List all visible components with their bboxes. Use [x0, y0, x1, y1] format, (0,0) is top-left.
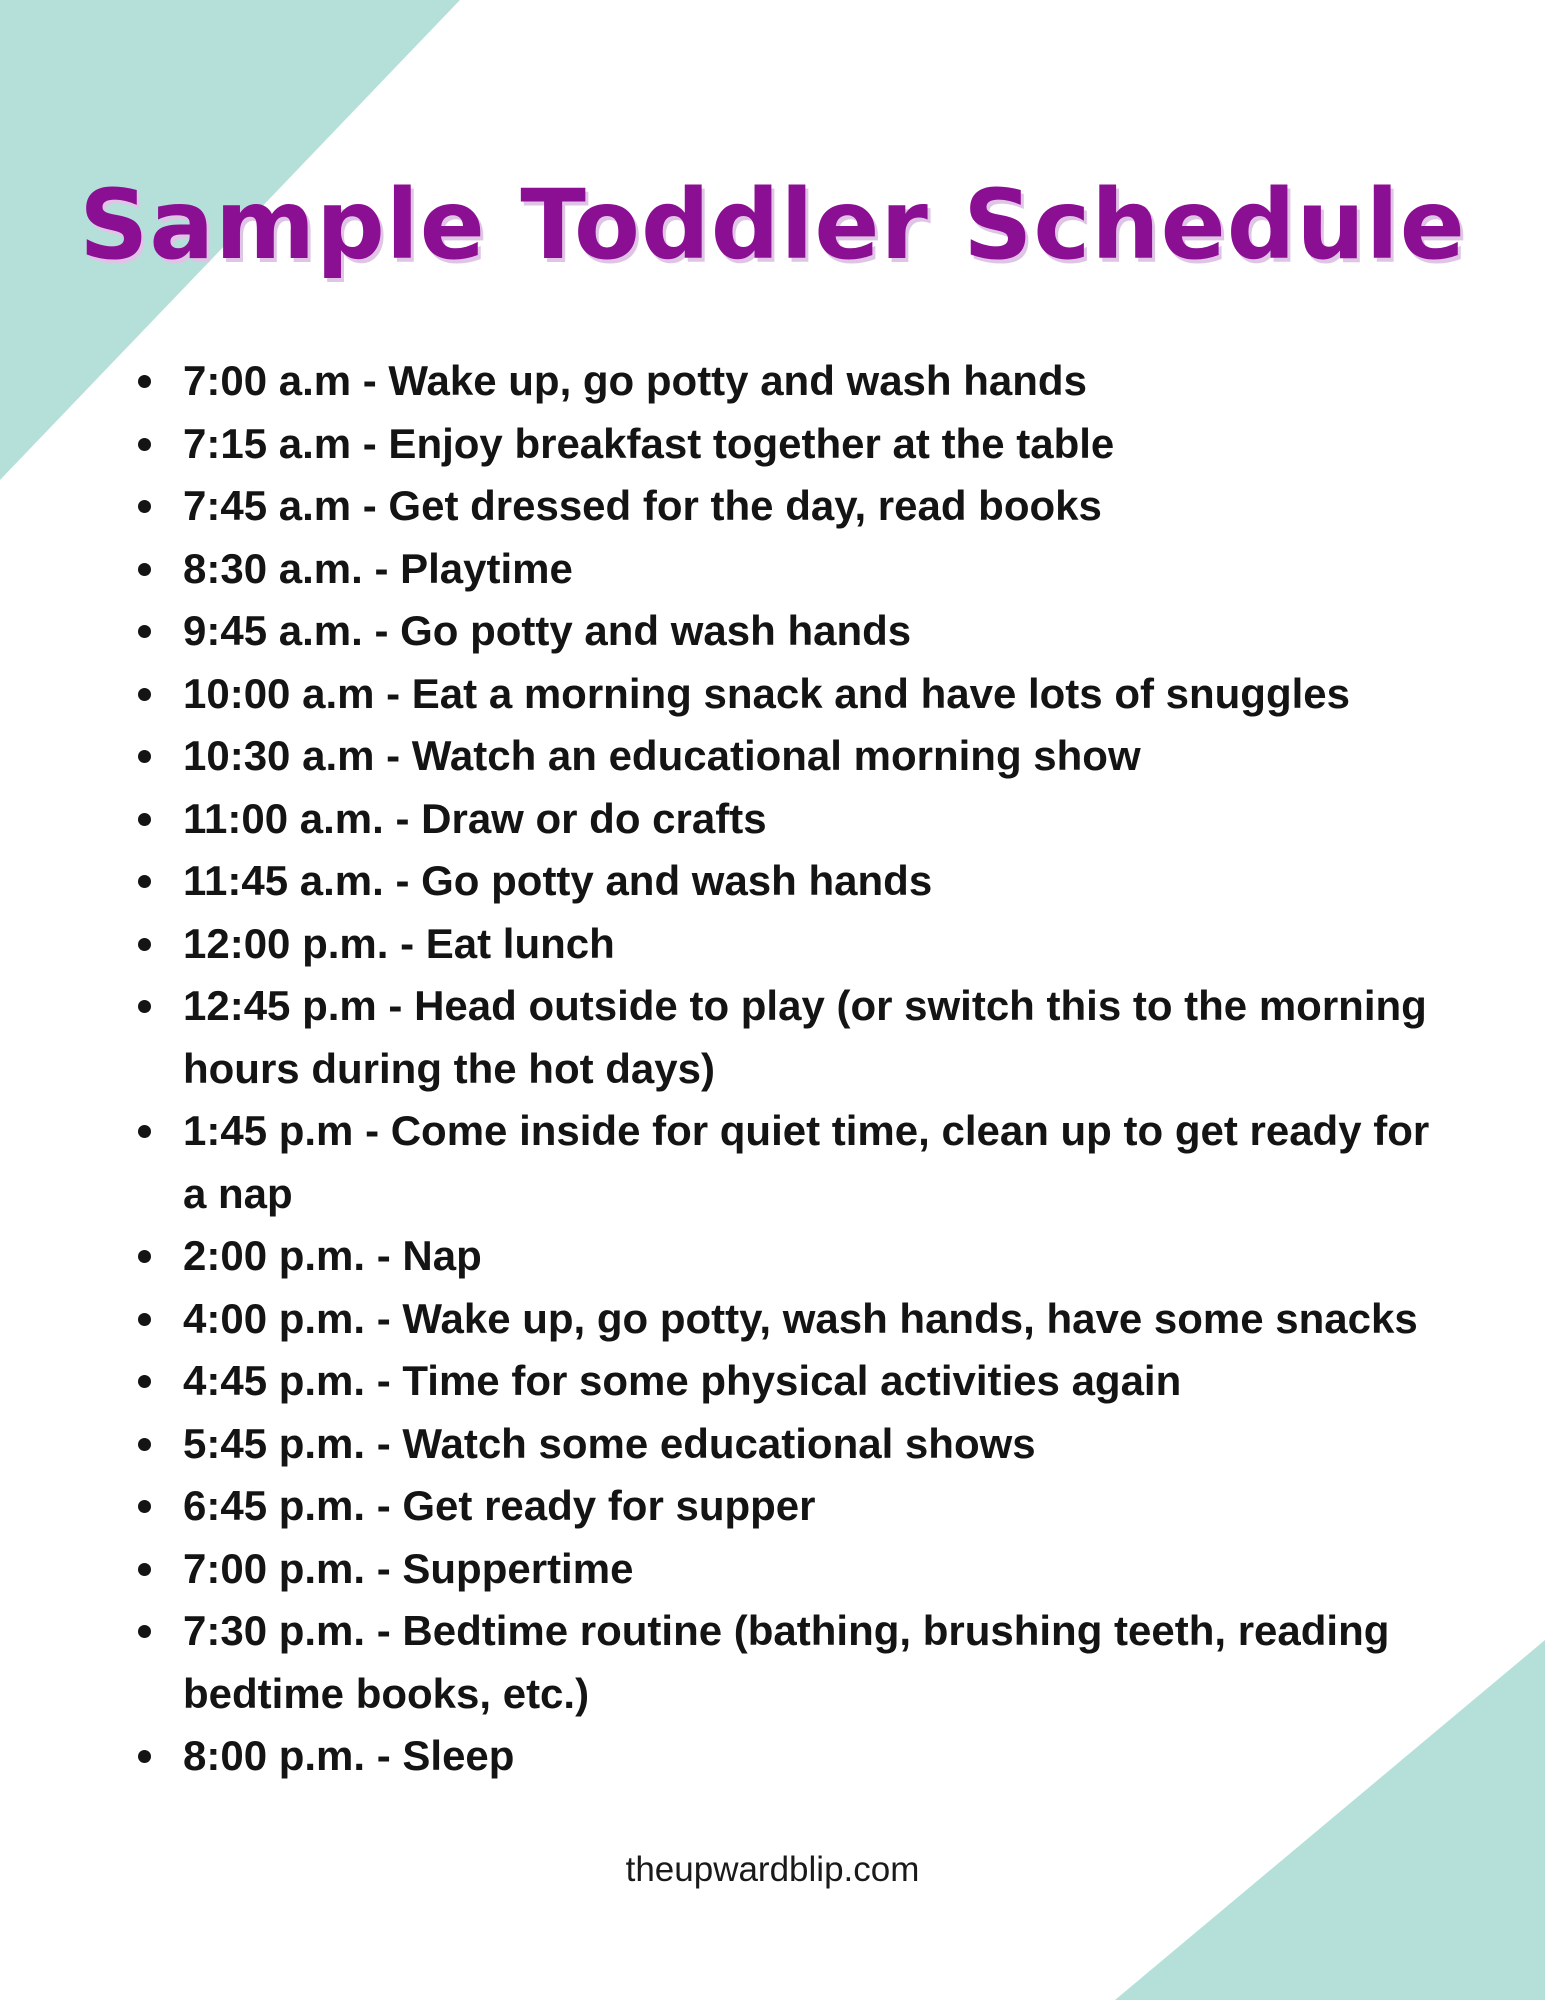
schedule-item [135, 1350, 1435, 1413]
schedule-item-text: 12:00 p.m. - Eat lunch [183, 919, 615, 967]
footer-website: theupwardblip.com [625, 1850, 920, 1889]
schedule-item [135, 663, 1435, 726]
schedule-item-text: 7:00 a.m - Wake up, go potty and wash hands [183, 357, 1087, 404]
bullet-icon [138, 1125, 151, 1138]
bullet-icon [138, 375, 151, 388]
schedule-item-text: 11:45 a.m. - Go potty and wash hands [183, 857, 933, 904]
schedule-item-text: 2:00 p.m. - Nap [183, 1232, 482, 1279]
bullet-icon [138, 1375, 151, 1388]
bullet-icon [138, 625, 151, 638]
bullet-icon [138, 750, 151, 763]
bullet-icon [138, 813, 151, 826]
schedule-item [135, 1725, 1435, 1788]
bullet-icon [138, 1438, 151, 1451]
schedule-item [135, 600, 1435, 663]
schedule-item-text: 9:45 a.m. - Go potty and wash hands [183, 607, 912, 654]
schedule-item [135, 725, 1435, 788]
bullet-icon [138, 500, 151, 513]
schedule-item-text: 7:30 p.m. - Bedtime routine (bathing, brushing teeth, reading bedtime books, etc.) [183, 1607, 1390, 1717]
bullet-icon [138, 1750, 151, 1763]
bullet-icon [138, 563, 151, 576]
schedule-item [135, 1100, 1435, 1225]
schedule-item-text: 1:45 p.m - Come inside for quiet time, clean up to get ready for a nap [183, 1107, 1430, 1217]
schedule-item-text: 5:45 p.m. - Watch some educational shows [183, 1419, 1036, 1467]
schedule-item-text: 7:00 p.m. - Suppertime [183, 1544, 634, 1592]
schedule-item [135, 788, 1435, 851]
bullet-icon [138, 1000, 151, 1013]
schedule-item [135, 1600, 1435, 1725]
schedule-item [135, 413, 1435, 476]
schedule-item [135, 1225, 1435, 1288]
bullet-icon [138, 688, 151, 701]
schedule-item [135, 1288, 1435, 1351]
bullet-icon [138, 938, 151, 951]
bullet-icon [138, 1500, 151, 1513]
bullet-icon [138, 1563, 151, 1576]
bullet-icon [138, 438, 151, 451]
bullet-icon [138, 1250, 151, 1263]
schedule-item-text: 10:30 a.m - Watch an educational morning show [183, 732, 1141, 779]
schedule-item-text: 7:15 a.m - Enjoy breakfast together at the table [183, 419, 1115, 467]
schedule-item-text: 12:45 p.m - Head outside to play (or switch this to the morning hours during the hot days) [183, 982, 1427, 1092]
schedule-item [135, 1413, 1435, 1476]
schedule-item [135, 850, 1435, 913]
schedule-item [135, 475, 1435, 538]
bullet-icon [138, 875, 151, 888]
schedule-item [135, 1538, 1435, 1601]
bullet-icon [138, 1625, 151, 1638]
schedule-item-text: 8:00 p.m. - Sleep [183, 1732, 515, 1779]
schedule-item [135, 350, 1435, 413]
schedule-item [135, 1475, 1435, 1538]
schedule-item-text: 6:45 p.m. - Get ready for supper [183, 1482, 816, 1529]
schedule-item-text: 4:45 p.m. - Time for some physical activities again [183, 1357, 1182, 1404]
schedule-item [135, 975, 1435, 1100]
schedule-item-text: 7:45 a.m - Get dressed for the day, read books [183, 482, 1102, 529]
schedule-item-text: 8:30 a.m. - Playtime [183, 544, 573, 592]
schedule-item-text: 10:00 a.m - Eat a morning snack and have lots of snuggles [183, 669, 1350, 717]
schedule-list [135, 350, 1435, 1788]
schedule-item [135, 538, 1435, 601]
schedule-item [135, 913, 1435, 976]
schedule-item-text: 4:00 p.m. - Wake up, go potty, wash hands, have some snacks [183, 1294, 1418, 1342]
page-title: Sample Toddler Schedule [79, 169, 1466, 281]
schedule-item-text: 11:00 a.m. - Draw or do crafts [183, 794, 767, 842]
bullet-icon [138, 1313, 151, 1326]
